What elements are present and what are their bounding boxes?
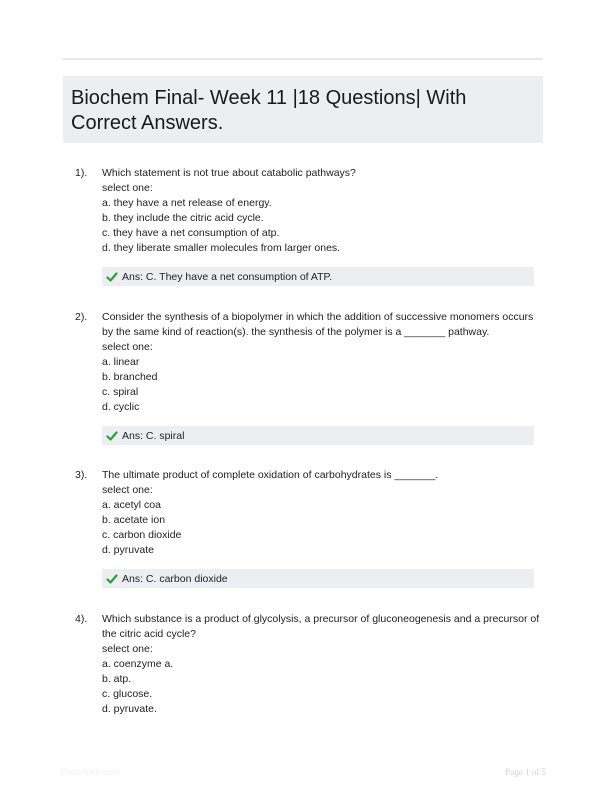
option-b: b. they include the citric acid cycle. [102, 212, 264, 224]
option-c: c. they have a net consumption of atp. [102, 227, 280, 239]
question-text: Consider the synthesis of a biopolymer in which the addition of successive monomers occurs by the same kind of reaction(s). the synthesis of the polymer is a _______ pathway. [102, 311, 534, 338]
option-b: b. branched [102, 371, 158, 383]
option-a: a. acetyl coa [102, 499, 161, 511]
question-number: 3). [75, 469, 88, 481]
question-4 [75, 612, 545, 717]
top-divider [63, 58, 543, 60]
option-d: d. they liberate smaller molecules from larger ones. [102, 242, 341, 254]
question-number: 2). [75, 311, 88, 323]
question-2 [75, 310, 545, 415]
select-prompt: select one: [102, 643, 153, 655]
title-banner [63, 76, 543, 143]
answer-box-1 [102, 267, 534, 286]
answer-text: Ans: C. They have a net consumption of ATP. [122, 270, 333, 283]
select-prompt: select one: [102, 182, 153, 194]
answer-text: Ans: C. spiral [122, 429, 185, 442]
option-c: c. spiral [102, 386, 139, 398]
question-number: 1). [75, 167, 88, 179]
option-d: d. pyruvate. [102, 703, 157, 715]
option-a: a. linear [102, 356, 140, 368]
answer-text: Ans: C. carbon dioxide [122, 572, 228, 585]
page-title: Biochem Final- Week 11 |18 Questions| With Correct Answers. [71, 87, 467, 134]
question-number: 4). [75, 613, 88, 625]
question-text: The ultimate product of complete oxidation of carbohydrates is _______. [102, 469, 439, 481]
watermark: Paperfolio.com [60, 767, 121, 777]
checkmark-icon [106, 430, 118, 442]
question-3 [75, 468, 545, 558]
option-c: c. carbon dioxide [102, 529, 182, 541]
answer-box-3 [102, 569, 534, 588]
page-number: Page 1 of 5 [505, 767, 546, 777]
option-d: d. cyclic [102, 401, 140, 413]
option-a: a. coenzyme a. [102, 658, 174, 670]
select-prompt: select one: [102, 484, 153, 496]
checkmark-icon [106, 573, 118, 585]
option-d: d. pyruvate [102, 544, 154, 556]
checkmark-icon [106, 271, 118, 283]
question-text: Which statement is not true about catabolic pathways? [102, 167, 356, 179]
answer-box-2 [102, 426, 534, 445]
option-b: b. acetate ion [102, 514, 166, 526]
option-b: b. atp. [102, 673, 132, 685]
select-prompt: select one: [102, 341, 153, 353]
option-a: a. they have a net release of energy. [102, 197, 272, 209]
question-1 [75, 166, 545, 256]
question-text: Which substance is a product of glycolysis, a precursor of gluconeogenesis and a precursor of the citric acid cycle? [102, 613, 540, 640]
option-c: c. glucose. [102, 688, 153, 700]
